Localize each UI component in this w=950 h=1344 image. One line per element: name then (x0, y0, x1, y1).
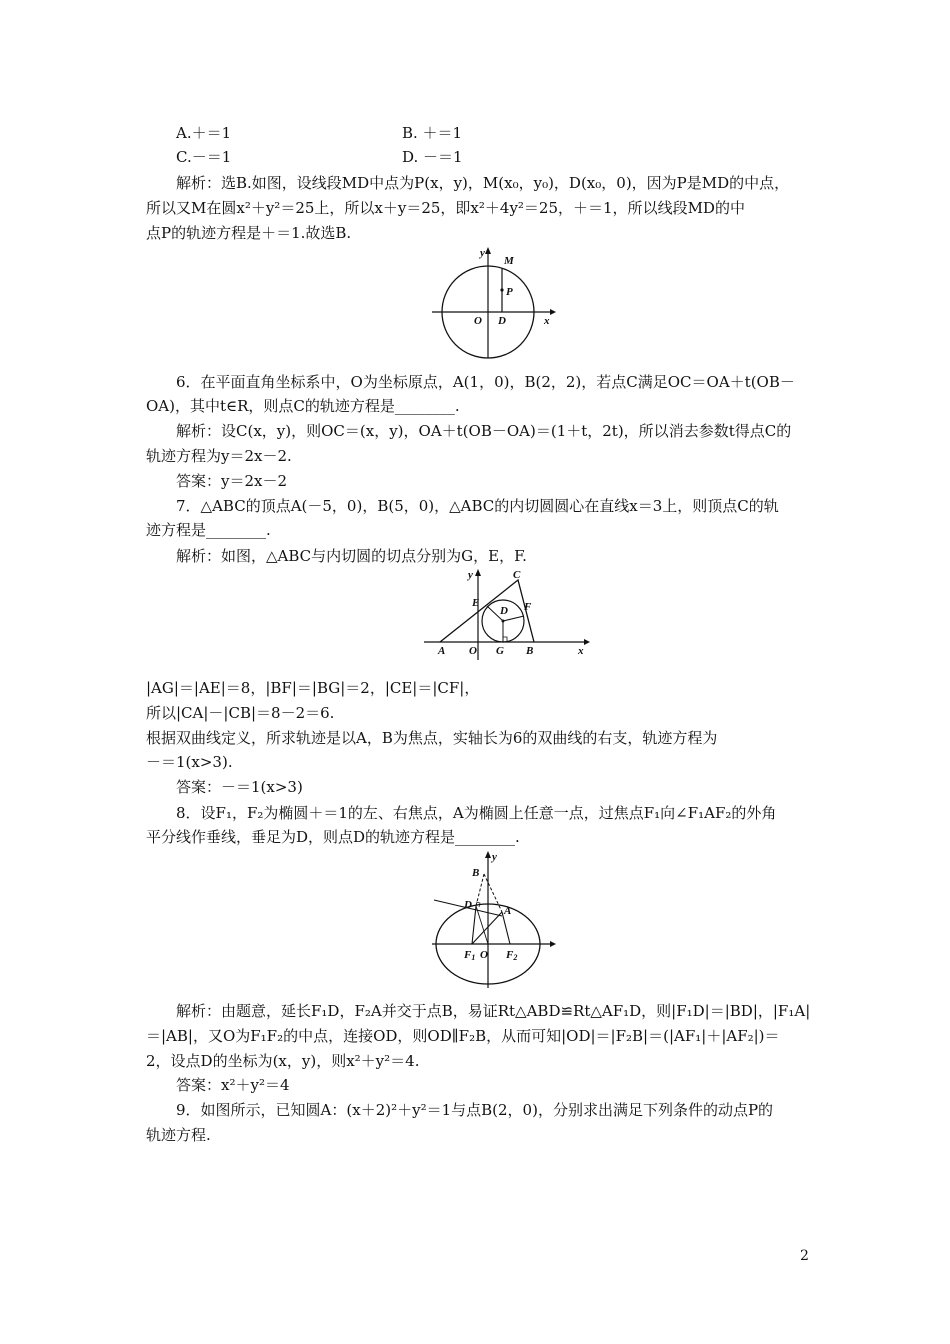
option-a: A.＋＝1 (176, 124, 232, 142)
q7-solution-line-1: 解析：如图，△ABC与内切圆的切点分别为G，E，F. (176, 547, 527, 565)
q8-solution-line-3: 2，设点D的坐标为(x，y)，则x²＋y²＝4. (146, 1052, 420, 1070)
fig3-f2-label: F2 (506, 949, 518, 962)
fig3-a-label: A (504, 905, 512, 917)
fig2-e-label: E (472, 597, 480, 609)
option-b: B. ＋＝1 (402, 124, 463, 142)
q7-solution-line-5: －＝1(x>3). (146, 753, 233, 771)
q6-answer: 答案：y＝2x－2 (176, 472, 288, 490)
q7-solution-line-4: 根据双曲线定义，所求轨迹是以A，B为焦点，实轴长为6的双曲线的右支，轨迹方程为 (146, 729, 718, 747)
q6-question-line-1: 6．在平面直角坐标系中，O为坐标原点，A(1，0)，B(2，2)，若点C满足OC＝OA＋t(OB－ (176, 373, 795, 391)
fig2-c-label: C (513, 569, 521, 581)
q8-solution-line-1: 解析：由题意，延长F₁D，F₂A并交于点B，易证Rt△ABD≌Rt△AF₁D，则|F₁D|＝|BD|，|F₁A| (176, 1002, 811, 1020)
q8-answer: 答案：x²＋y²＝4 (176, 1076, 290, 1094)
fig2-f-label: F (524, 601, 532, 613)
q8-question-line-1: 8．设F₁，F₂为椭圆＋＝1的左、右焦点，A为椭圆上任意一点，过焦点F₁向∠F₁AF₂的外角 (176, 804, 777, 822)
option-d: D. －＝1 (402, 148, 463, 166)
fig2-g-label: G (496, 645, 504, 657)
fig3-b-label: B (472, 867, 480, 879)
fig1-o-label: O (474, 315, 482, 327)
fig3-o-label: O (480, 949, 488, 961)
q9-question-line-1: 9．如图所示，已知圆A：(x＋2)²＋y²＝1与点B(2，0)，分别求出满足下列条件的动点P的 (176, 1101, 774, 1119)
page-number: 2 (800, 1248, 809, 1264)
q6-solution-line-2: 轨迹方程为y＝2x－2. (146, 447, 292, 465)
fig2-b-label: B (526, 645, 534, 657)
q6-solution-line-1: 解析：设C(x，y)，则OC＝(x，y)，OA＋t(OB－OA)＝(1＋t，2t)，所以消去参数t得点C的 (176, 422, 792, 440)
figure-circle-mpd (428, 244, 558, 360)
q5-solution-line-3: 点P的轨迹方程是＋＝1.故选B. (146, 224, 352, 242)
fig1-m-label: M (504, 255, 514, 267)
fig2-a-label: A (438, 645, 446, 657)
q7-solution-line-3: 所以|CA|－|CB|＝8－2＝6. (146, 704, 335, 722)
fig1-d-label: D (498, 315, 506, 327)
fig1-y-label: y (480, 247, 485, 259)
fig3-d-label: D (464, 899, 472, 911)
fig2-x-label: x (578, 645, 584, 657)
q6-question-line-2: OA)，其中t∈R，则点C的轨迹方程是________. (146, 397, 460, 415)
fig2-y-label: y (468, 569, 473, 581)
fig2-o-label: O (469, 645, 477, 657)
figure-ellipse-foci (428, 848, 558, 992)
option-c: C.－＝1 (176, 148, 232, 166)
q7-question-line-2: 迹方程是________. (146, 521, 271, 539)
q5-solution-line-1: 解析：选B.如图，设线段MD中点为P(x，y)，M(x₀，y₀)，D(x₀，0)，因为P是MD的中点， (176, 174, 790, 192)
fig3-f1-label: F1 (464, 949, 476, 962)
q7-solution-line-2: |AG|＝|AE|＝8，|BF|＝|BG|＝2，|CE|＝|CF|， (146, 679, 480, 697)
fig1-x-label: x (544, 315, 550, 327)
q7-answer: 答案：－＝1(x>3) (176, 778, 303, 796)
q5-solution-line-2: 所以又M在圆x²＋y²＝25上，所以x＋y＝25，即x²＋4y²＝25，＋＝1，所以线段MD的中 (146, 199, 745, 217)
fig3-y-label: y (492, 851, 497, 863)
q8-question-line-2: 平分线作垂线，垂足为D，则点D的轨迹方程是________. (146, 828, 520, 846)
figure-triangle-incircle (420, 566, 590, 662)
q7-question-line-1: 7．△ABC的顶点A(－5，0)，B(5，0)，△ABC的内切圆圆心在直线x＝3上，则顶点C的轨 (176, 497, 779, 515)
fig2-d-label: D (500, 605, 508, 617)
q8-solution-line-2: ＝|AB|，又O为F₁F₂的中点，连接OD，则OD∥F₂B，从而可知|OD|＝|F₂B|＝(|AF₁|＋|AF₂|)＝ (146, 1027, 780, 1045)
q9-question-line-2: 轨迹方程. (146, 1126, 211, 1144)
fig1-p-label: P (506, 286, 513, 298)
